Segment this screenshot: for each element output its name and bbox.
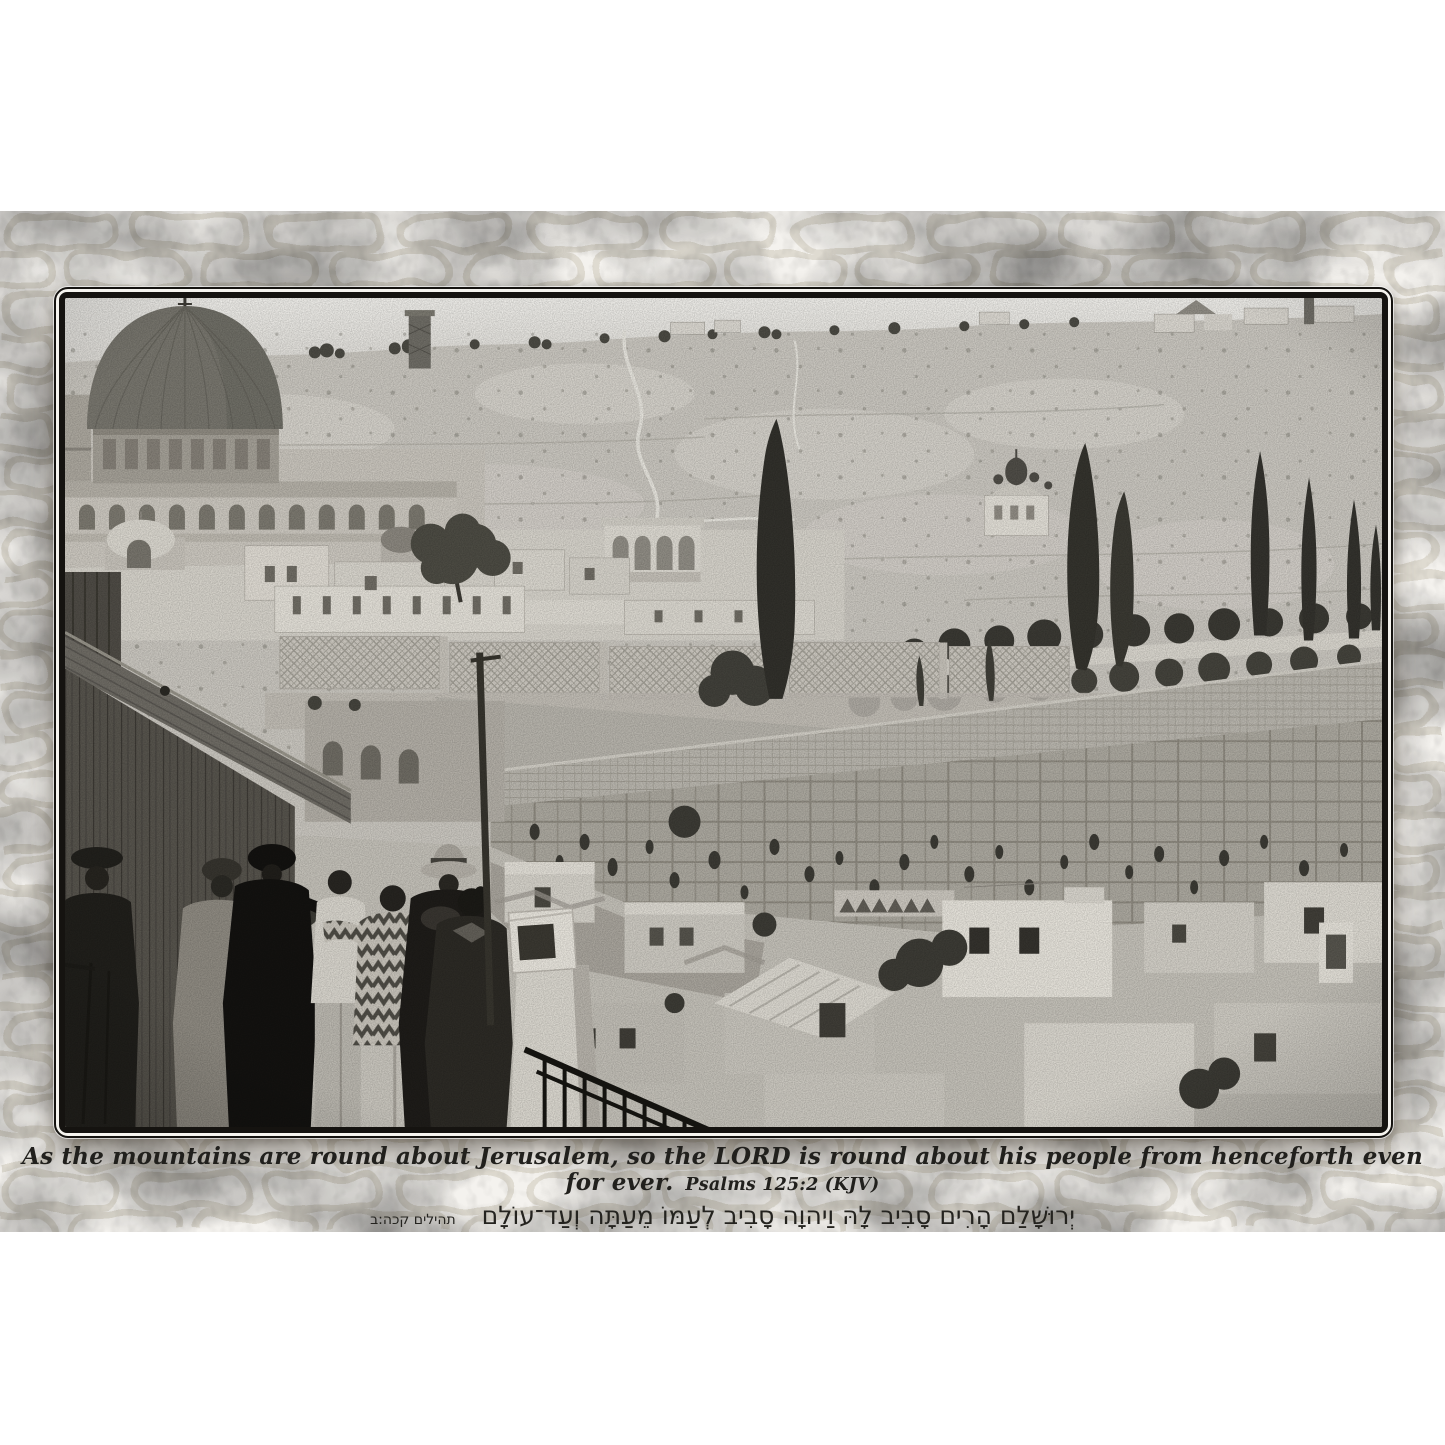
- vignette: [65, 298, 1382, 1127]
- photo-frame: [54, 287, 1393, 1138]
- jerusalem-photograph: [65, 298, 1382, 1127]
- verse-english: As the mountains are round about Jerusalem, so the LORD is round about his people from henceforth even for ever.: [22, 1143, 1423, 1197]
- photo-frame-inner: [59, 292, 1388, 1133]
- verse-line-hebrew: [0, 1201, 1445, 1231]
- verse-reference-hebrew: תהילים קכה:ב: [370, 1211, 456, 1228]
- caption: [0, 1144, 1445, 1231]
- verse-reference-english: Psalms 125:2 (KJV): [685, 1175, 880, 1196]
- verse-hebrew: יְרוּשָׁלַם הָרִים סָבִיב לָהּ וַיהוָה סָבִיב לְעַמּוֹ מֵעַתָּה וְעַד־עוֹלָם: [481, 1200, 1075, 1230]
- verse-line-english: [0, 1144, 1445, 1197]
